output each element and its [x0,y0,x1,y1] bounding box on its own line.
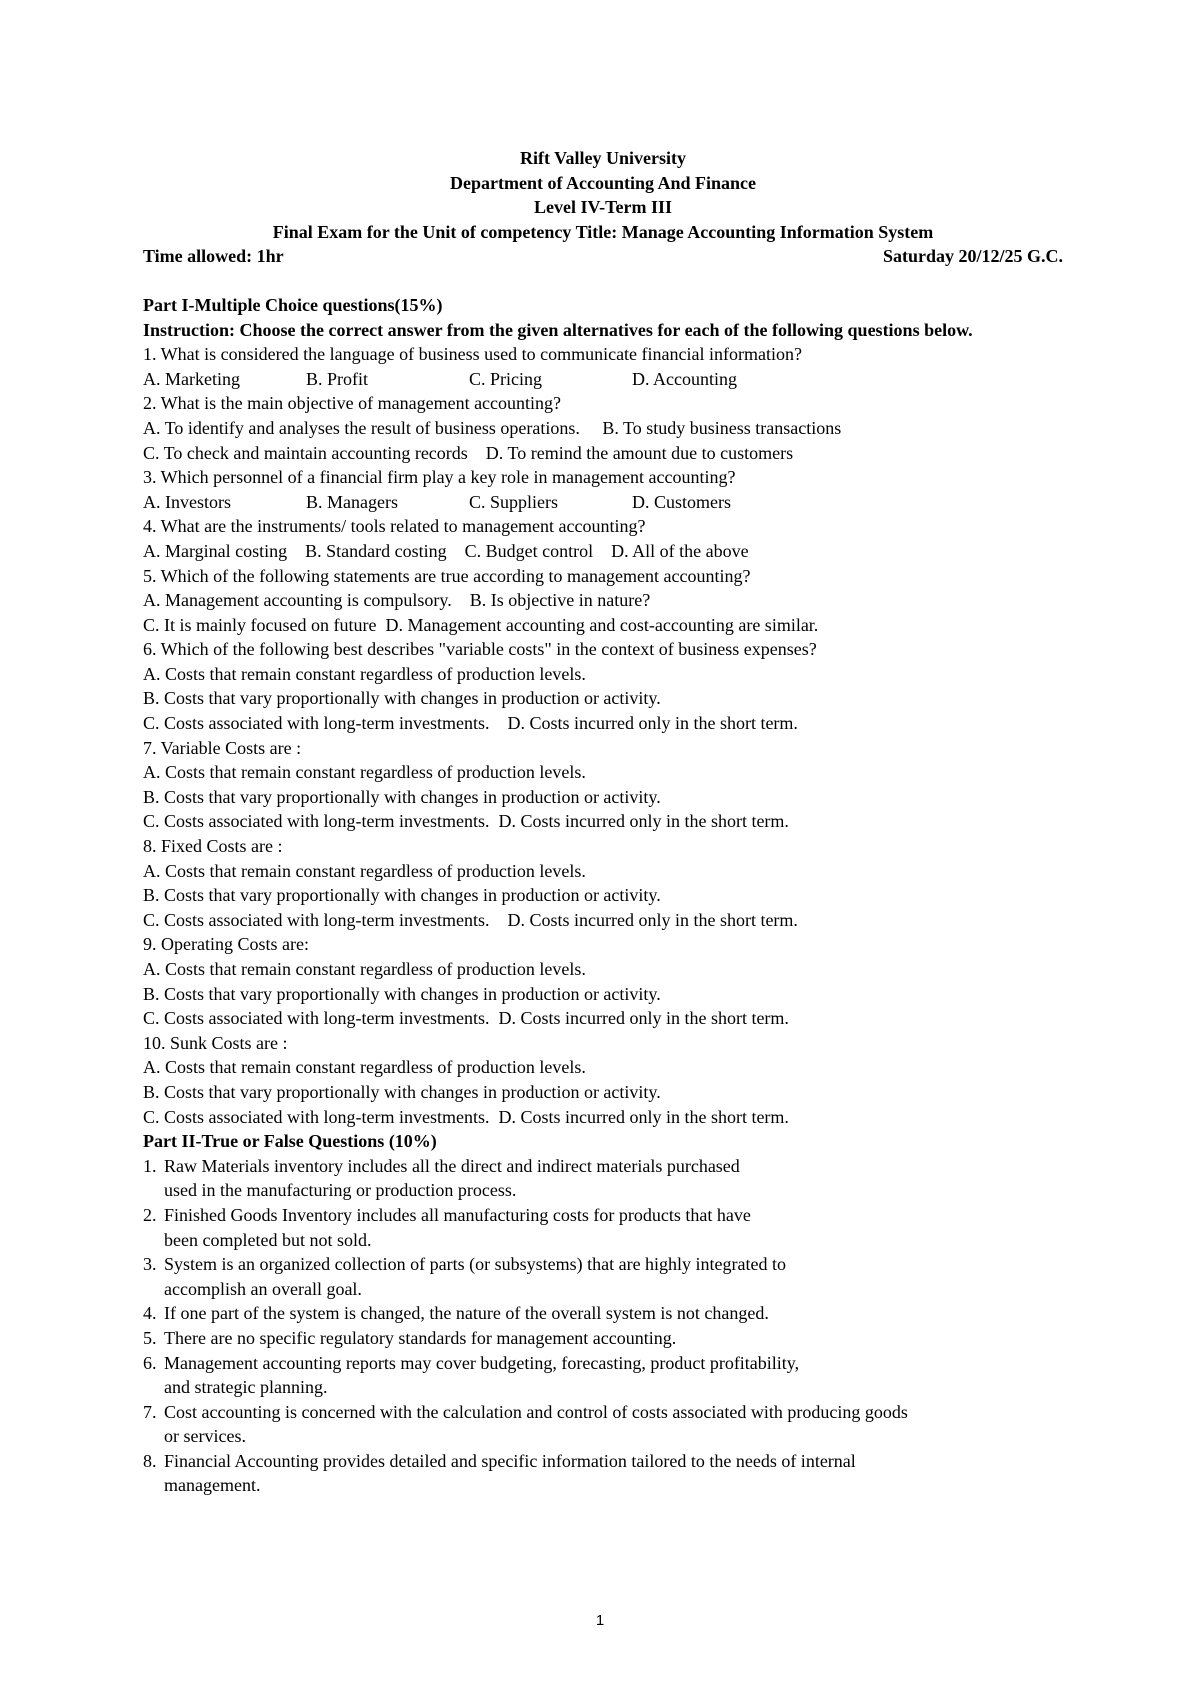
tf-number: 6. [143,1352,157,1373]
question-10-option: A. Costs that remain constant regardless of production levels. [143,1057,586,1078]
option: D. Accounting [632,368,737,389]
tf-text-line: been completed but not sold. [164,1229,372,1250]
question-6-option: A. Costs that remain constant regardless of production levels. [143,663,586,684]
option: A. Marketing [143,368,240,389]
tf-number: 4. [143,1303,157,1324]
option: B. Profit [306,368,369,389]
question-7-option: B. Costs that vary proportionally with changes in production or activity. [143,786,661,807]
exam-meta [143,244,1063,269]
tf-text-line: management. [164,1475,261,1496]
part2-title: Part II-True or False Questions (10%) [143,1131,437,1152]
tf-question [143,1301,1063,1326]
tf-text-line: or services. [164,1426,246,1447]
option: C. Pricing [469,368,543,389]
tf-question [143,1449,1063,1498]
tf-text-line: Raw Materials inventory includes all the direct and indirect materials purchased [164,1155,740,1176]
question-9: 9. Operating Costs are: [143,934,309,955]
tf-question [143,1154,1063,1203]
question-6-option: C. Costs associated with long-term investments. D. Costs incurred only in the short term. [143,713,798,734]
question-5-options-line: A. Management accounting is compulsory. B. Is objective in nature? [143,590,651,611]
tf-text-line: accomplish an overall goal. [164,1278,362,1299]
tf-text-line: Financial Accounting provides detailed and specific information tailored to the needs of internal [164,1450,856,1471]
question-3-options [143,490,1063,515]
question-9-option: C. Costs associated with long-term investments. D. Costs incurred only in the short term. [143,1008,789,1029]
tf-question [143,1203,1063,1252]
question-8-option: A. Costs that remain constant regardless of production levels. [143,860,586,881]
question-7-option: A. Costs that remain constant regardless of production levels. [143,762,586,783]
question-1: 1. What is considered the language of business used to communicate financial information? [143,344,802,365]
tf-text-line: used in the manufacturing or production process. [164,1180,517,1201]
tf-text-line: System is an organized collection of parts (or subsystems) that are highly integrated to [164,1254,787,1275]
tf-number: 7. [143,1401,157,1422]
tf-number: 2. [143,1204,157,1225]
question-2: 2. What is the main objective of management accounting? [143,393,562,414]
tf-text-line: There are no specific regulatory standards for management accounting. [164,1327,677,1348]
question-10: 10. Sunk Costs are : [143,1032,288,1053]
option: C. Suppliers [469,491,559,512]
spacer [143,269,1063,293]
department-name: Department of Accounting And Finance [450,172,756,193]
document-body [143,146,1063,1498]
tf-question [143,1400,1063,1449]
level-term: Level IV-Term III [534,197,672,218]
tf-question [143,1326,1063,1351]
option: B. Managers [306,491,398,512]
tf-question [143,1351,1063,1400]
question-7: 7. Variable Costs are : [143,737,302,758]
time-allowed: Time allowed: 1hr [143,246,284,267]
question-10-option: B. Costs that vary proportionally with changes in production or activity. [143,1081,661,1102]
exam-title: Final Exam for the Unit of competency Title: Manage Accounting Information System [272,221,934,242]
tf-number: 8. [143,1450,157,1471]
tf-number: 5. [143,1327,157,1348]
tf-text-line: Cost accounting is concerned with the calculation and control of costs associated with producing goods [164,1401,908,1422]
question-10-option: C. Costs associated with long-term investments. D. Costs incurred only in the short term. [143,1106,789,1127]
question-6: 6. Which of the following best describes "variable costs" in the context of business expenses? [143,639,817,660]
question-6-option: B. Costs that vary proportionally with changes in production or activity. [143,688,661,709]
part1-instruction: Instruction: Choose the correct answer from the given alternatives for each of the following questions below. [143,319,973,340]
question-4-options-line: A. Marginal costing B. Standard costing C. Budget control D. All of the above [143,540,749,561]
tf-question [143,1252,1063,1301]
option: A. Investors [143,491,231,512]
tf-text-line: If one part of the system is changed, the nature of the overall system is not changed. [164,1303,769,1324]
question-7-option: C. Costs associated with long-term investments. D. Costs incurred only in the short term. [143,811,789,832]
tf-number: 1. [143,1155,157,1176]
university-name: Rift Valley University [520,148,686,168]
exam-date: Saturday 20/12/25 G.C. [882,246,1063,267]
question-8-option: B. Costs that vary proportionally with changes in production or activity. [143,885,661,906]
tf-number: 3. [143,1254,157,1275]
question-5: 5. Which of the following statements are true according to management accounting? [143,565,751,586]
page-number: 1 [595,1612,605,1629]
tf-text-line: and strategic planning. [164,1377,328,1398]
question-9-option: B. Costs that vary proportionally with changes in production or activity. [143,983,661,1004]
part1-title: Part I-Multiple Choice questions(15%) [143,294,443,315]
question-1-options [143,367,1063,392]
option: D. Customers [632,491,731,512]
tf-text-line: Finished Goods Inventory includes all manufacturing costs for products that have [164,1204,751,1225]
tf-text-line: Management accounting reports may cover budgeting, forecasting, product profitability, [164,1352,800,1373]
question-8: 8. Fixed Costs are : [143,836,283,857]
question-3: 3. Which personnel of a financial firm play a key role in management accounting? [143,467,736,488]
question-8-option: C. Costs associated with long-term investments. D. Costs incurred only in the short term. [143,909,798,930]
question-9-option: A. Costs that remain constant regardless of production levels. [143,959,586,979]
question-5-options-line: C. It is mainly focused on future D. Management accounting and cost-accounting are similar. [143,614,819,635]
question-2-options-line: C. To check and maintain accounting records D. To remind the amount due to customers [143,442,794,463]
question-4: 4. What are the instruments/ tools related to management accounting? [143,516,646,537]
question-2-options-line: A. To identify and analyses the result of business operations. B. To study business transactions [143,417,842,438]
